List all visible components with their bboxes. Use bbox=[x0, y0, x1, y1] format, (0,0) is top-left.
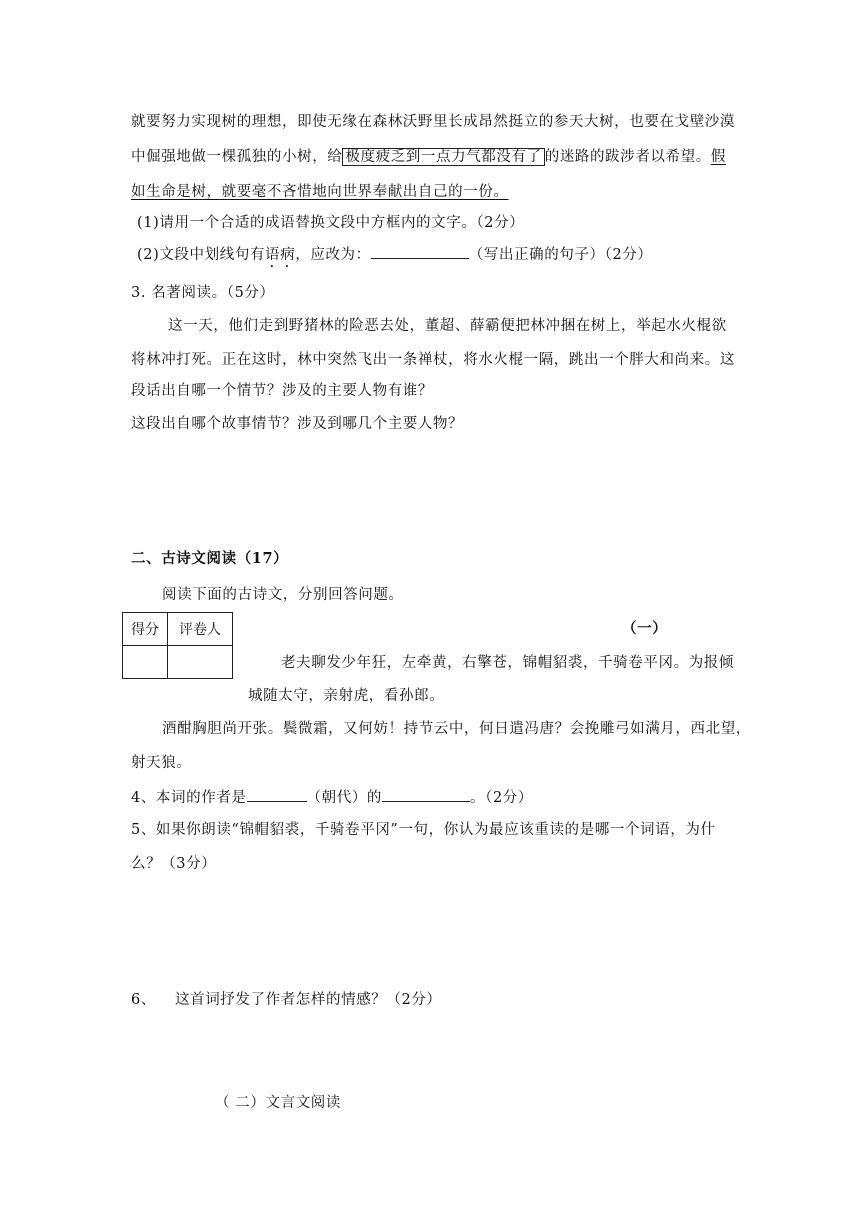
score-cell[interactable] bbox=[123, 646, 168, 679]
score-table bbox=[122, 612, 233, 679]
question-4-mid: （朝代）的 bbox=[306, 790, 383, 806]
section-2-heading: 二、古诗文阅读（17） bbox=[131, 550, 289, 567]
question-3-line-2: 将林冲打死。正在这时，林中突然飞出一条禅杖，将水火棍一隔，跳出一个胖大和尚来。这 bbox=[131, 352, 735, 368]
grader-cell[interactable] bbox=[168, 646, 233, 679]
question-2-post: （写出正确的句子）（2分） bbox=[468, 247, 653, 263]
boxed-phrase: 极度疲乏到一点力气都没有了 bbox=[342, 148, 544, 166]
poem-line-1: 老夫聊发少年狂，左牵黄，右擎苍，锦帽貂裘，千骑卷平冈。为报倾 bbox=[281, 655, 734, 671]
passage-line-2 bbox=[131, 147, 726, 167]
underlined-sentence: 如生命是树，就要毫不吝惜地向世界奉献出自己的一份。 bbox=[131, 184, 509, 200]
poem-line-2: 城随太守，亲射虎，看孙郎。 bbox=[248, 688, 445, 704]
question-3-line-1: 这一天，他们走到野猪林的险恶去处，董超、薛霸便把林冲捆在树上，举起水火棍欲 bbox=[168, 318, 727, 334]
part-2-label: （ 二）文言文阅读 bbox=[215, 1095, 342, 1111]
question-5-line-1: 5、如果你朗读“锦帽貂裘，千骑卷平冈”一句，你认为最应该重读的是哪一个词语，为什 bbox=[131, 822, 716, 838]
question-3-line-3: 段话出自哪一个情节？涉及的主要人物有谁？ bbox=[131, 383, 433, 399]
answer-blank-q2[interactable] bbox=[371, 244, 469, 259]
grader-header: 评卷人 bbox=[168, 613, 233, 646]
score-header: 得分 bbox=[123, 613, 168, 646]
question-4 bbox=[131, 787, 533, 808]
answer-blank-dynasty[interactable] bbox=[247, 787, 307, 802]
question-5-line-2: 么？（3分） bbox=[131, 856, 217, 872]
part-1-label: （一） bbox=[622, 620, 668, 637]
passage-line-2-pre: 中倔强地做一棵孤独的小树，给 bbox=[131, 149, 343, 165]
question-6-number: 6、 bbox=[131, 992, 156, 1008]
question-4-pre: 4、本词的作者是 bbox=[131, 790, 247, 806]
underlined-sentence-start: 假 bbox=[710, 149, 726, 165]
question-2-pre: (2)文段中划线句有 bbox=[137, 247, 266, 263]
passage-line-1: 就要努力实现树的理想，即使无缘在森林沃野里长成昂然挺立的参天大树，也要在戈壁沙漠 bbox=[131, 114, 735, 130]
answer-blank-author[interactable] bbox=[382, 787, 470, 802]
question-3-heading: 3. 名著阅读。（5分） bbox=[131, 285, 275, 301]
poem-line-3: 酒酣胸胆尚开张。鬓微霜，又何妨！持节云中，何日遣冯唐？会挽雕弓如满月，西北望， bbox=[162, 721, 751, 737]
section-2-instruction: 阅读下面的古诗文，分别回答问题。 bbox=[162, 587, 404, 603]
question-2-dotted: 语病 bbox=[265, 247, 296, 263]
passage-line-2-post: 的迷路的跋涉者以希望。 bbox=[544, 149, 711, 165]
question-1: (1)请用一个合适的成语替换文段中方框内的文字。（2分） bbox=[137, 215, 525, 231]
question-2-mid: ，应改为： bbox=[295, 247, 371, 263]
poem-line-4: 射天狼。 bbox=[131, 755, 192, 771]
question-2 bbox=[137, 244, 653, 271]
question-6: 这首词抒发了作者怎样的情感？（2分） bbox=[175, 992, 442, 1008]
question-4-post: 。（2分） bbox=[470, 790, 534, 806]
question-3-line-4: 这段出自哪个故事情节？涉及到哪几个主要人物？ bbox=[131, 416, 464, 432]
